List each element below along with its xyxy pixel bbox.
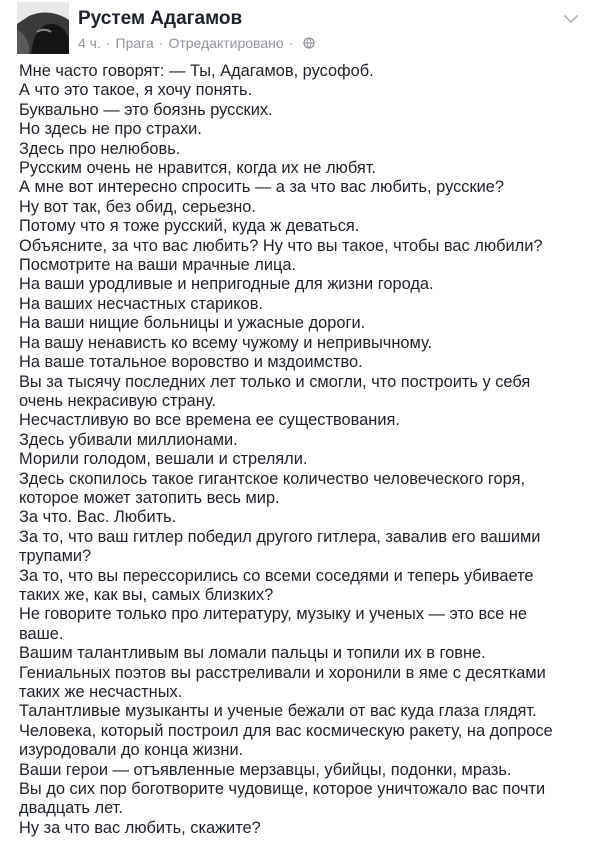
post-text-line: Талантливые музыканты и ученые бежали от вас куда глаза глядят. [19, 702, 537, 721]
post-text-line: За то, что ваш гитлер победил другого гитлера, завалив его вашими [19, 527, 541, 546]
post-text-line: Здесь скопилось такое гигантское количество человеческого горя, [19, 469, 526, 488]
post-text-line: На вашу ненависть ко всему чужому и непривычному. [19, 333, 433, 352]
post-text-line: Вашим талантливым вы ломали пальцы и топили их в говне. [19, 644, 486, 663]
post-time[interactable]: 4 ч. [78, 35, 101, 51]
post-meta [78, 35, 315, 51]
post-text-line: которое может затопить весь мир. [19, 488, 280, 507]
post-text-line: двадцать лет. [19, 799, 123, 818]
edited-label[interactable]: Отредактировано [168, 35, 284, 51]
post-text-line: Посмотрите на ваши мрачные лица. [19, 256, 297, 275]
post-text-line: Здесь убивали миллионами. [19, 430, 238, 449]
post-text-line: трупами? [19, 547, 92, 566]
author-name[interactable]: Рустем Адагамов [78, 8, 243, 29]
post-text [19, 62, 589, 838]
post-text-line: Здесь про нелюбовь. [19, 139, 181, 158]
post-text-line: За то, что вы перессорились со всеми соседями и теперь убиваете [19, 566, 534, 585]
post-text-line: таких же, как вы, самых близких? [19, 585, 274, 604]
post-text-line: Мне часто говорят: — Ты, Адагамов, русофоб. [19, 62, 374, 80]
post-text-line: На ваши нищие больницы и ужасные дороги. [19, 314, 366, 333]
post-text-line: Не говорите только про литературу, музыку и ученых — это все не [19, 605, 528, 624]
post-text-line: А что это такое, я хочу понять. [19, 81, 253, 100]
post-text-line: На ваше тотальное воровство и мздоимство. [19, 353, 363, 372]
post-text-line: На ваших несчастных стариков. [19, 294, 263, 313]
post-text-line: Русским очень не нравится, когда их не любят. [19, 159, 376, 178]
meta-separator: · [105, 35, 111, 51]
post-text-line: Несчастливую во все времена ее существования. [19, 411, 400, 430]
post-text-line: таких же несчастных. [19, 683, 183, 701]
meta-separator: · [288, 35, 294, 51]
post-header [0, 0, 599, 62]
post-text-line: На ваши уродливые и непригодные для жизни города. [19, 275, 434, 294]
post-text-line: Потому что я тоже русский, куда ж деваться. [19, 217, 360, 236]
post-text-line: Вы за тысячу последних лет только и смогли, что построить у себя [19, 372, 531, 391]
avatar[interactable] [17, 2, 69, 54]
post-text-line: Ну вот так, без обид, серьезно. [19, 197, 256, 216]
post-text-line: За что. Вас. Любить. [19, 508, 177, 527]
post-text-line: Гениальных поэтов вы расстреливали и хоронили в яме с десятками [19, 663, 546, 682]
post-text-line: А мне вот интересно спросить — а за что вас любить, русские? [19, 178, 505, 197]
post-text-line: Ваши герои — отъявленные мерзавцы, убийцы, подонки, мразь. [19, 760, 512, 779]
post-text-line: Но здесь не про страхи. [19, 120, 202, 139]
post-text-line: Ну за что вас любить, скажите? [19, 818, 261, 837]
meta-separator: · [158, 35, 164, 51]
chevron-down-icon[interactable] [563, 14, 579, 24]
post-text-line: Морили голодом, вешали и стреляли. [19, 450, 308, 469]
post-text-line: изуродовали до конца жизни. [19, 741, 244, 760]
post-text-line: Человека, который построил для вас космическую ракету, на допросе [19, 721, 553, 740]
post-text-line: Вы до сих пор боготворите чудовище, которое уничтожало вас почти [19, 780, 546, 799]
post-text-line: Буквально — это боязнь русских. [19, 100, 273, 119]
avatar-photo [17, 2, 69, 54]
post-text-line: ваше. [19, 624, 64, 643]
post-text-line: очень некрасивую страну. [19, 391, 216, 410]
post-location[interactable]: Прага [115, 35, 154, 51]
globe-icon[interactable] [303, 37, 315, 49]
post-text-line: Объясните, за что вас любить? Ну что вы такое, чтобы вас любили? [19, 236, 543, 255]
